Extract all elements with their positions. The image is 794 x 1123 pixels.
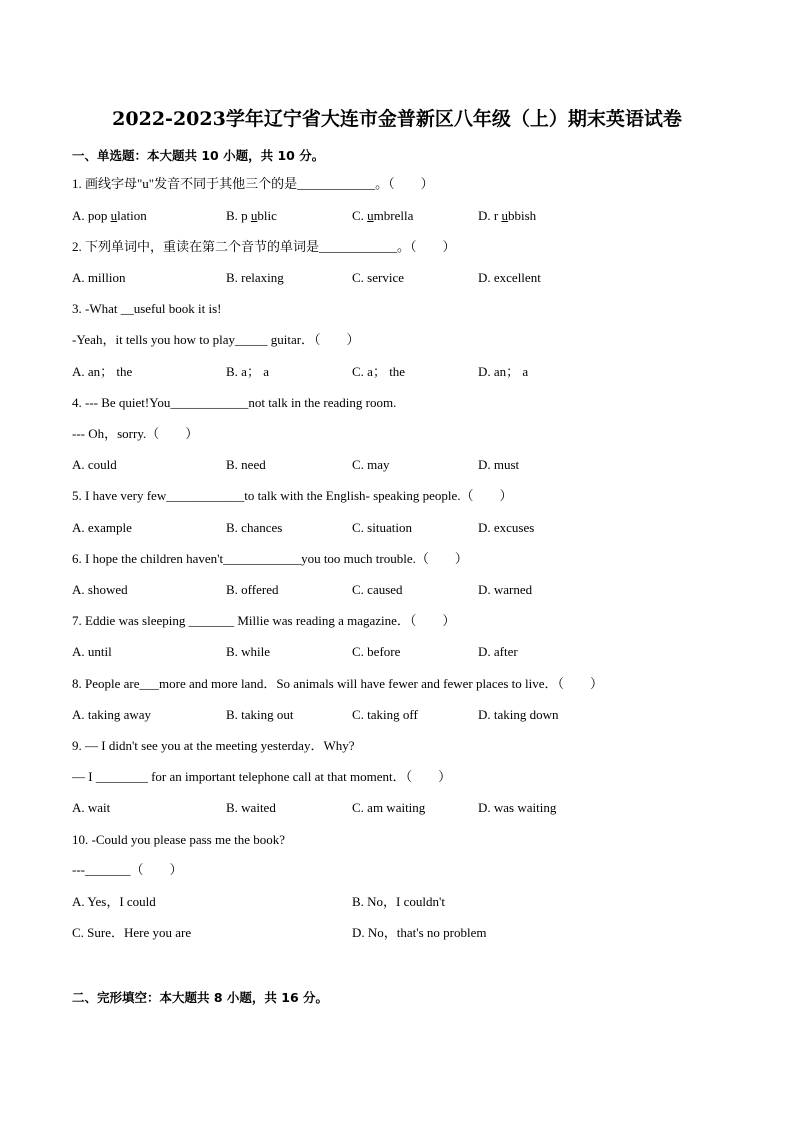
- q1-option-d[interactable]: D. r ubbish: [478, 208, 537, 223]
- q9-option-c[interactable]: C. am waiting: [352, 800, 426, 815]
- q2-option-b[interactable]: B. relaxing: [226, 270, 284, 285]
- question-7-options: [72, 644, 772, 660]
- q8-option-b[interactable]: B. taking out: [226, 707, 294, 722]
- q3-option-d[interactable]: D. an； a: [478, 364, 529, 379]
- q9-option-d[interactable]: D. was waiting: [478, 800, 557, 815]
- q1-option-b[interactable]: B. p ublic: [226, 208, 277, 223]
- q10-option-d[interactable]: D. No，that's no problem: [352, 925, 487, 940]
- question-10-options-row1: [72, 894, 772, 910]
- question-1-stem: 1. 画线字母"u"发音不同于其他三个的是____________。（ ）: [72, 176, 434, 191]
- q4-option-b[interactable]: B. need: [226, 457, 266, 472]
- q2-option-c[interactable]: C. service: [352, 270, 404, 285]
- q1-option-c[interactable]: C. umbrella: [352, 208, 414, 223]
- q7-option-b[interactable]: B. while: [226, 644, 271, 659]
- exam-title: 2022-2023学年辽宁省大连市金普新区八年级（上）期末英语试卷: [112, 108, 682, 130]
- q6-option-d[interactable]: D. warned: [478, 582, 533, 597]
- question-9-stem-reply: — I ________ for an important telephone call at that moment．（ ）: [72, 769, 452, 784]
- q6-option-a[interactable]: A. showed: [72, 582, 128, 597]
- q3-option-b[interactable]: B. a； a: [226, 364, 269, 379]
- q10-option-a[interactable]: A. Yes，I could: [72, 894, 156, 909]
- q5-option-d[interactable]: D. excuses: [478, 520, 535, 535]
- q4-option-a[interactable]: A. could: [72, 457, 117, 472]
- question-4-options: [72, 457, 772, 473]
- question-1-options: [72, 208, 772, 224]
- question-3-stem: 3. -What __useful book it is!: [72, 301, 222, 316]
- question-10-stem: 10. -Could you please pass me the book?: [72, 832, 286, 847]
- q5-option-c[interactable]: C. situation: [352, 520, 412, 535]
- question-6-stem: 6. I hope the children haven't____________you too much trouble.（ ）: [72, 551, 468, 566]
- q10-option-c[interactable]: C. Sure．Here you are: [72, 925, 192, 940]
- section-heading-cloze: 二、完形填空：本大题共 8 小题，共 16 分。: [72, 990, 329, 1005]
- question-9-options: [72, 800, 772, 816]
- q10-option-b[interactable]: B. No，I couldn't: [352, 894, 445, 909]
- q4-option-d[interactable]: D. must: [478, 457, 520, 472]
- question-8-options: [72, 707, 772, 723]
- q9-option-b[interactable]: B. waited: [226, 800, 276, 815]
- q9-option-a[interactable]: A. wait: [72, 800, 111, 815]
- question-10-options-row2: [72, 925, 772, 941]
- question-2-options: [72, 270, 772, 286]
- q3-option-c[interactable]: C. a； the: [352, 364, 406, 379]
- question-3-stem-reply: -Yeah，it tells you how to play_____ guitar．（ ）: [72, 332, 360, 347]
- q3-option-a[interactable]: A. an； the: [72, 364, 133, 379]
- q5-option-a[interactable]: A. example: [72, 520, 132, 535]
- q7-option-d[interactable]: D. after: [478, 644, 518, 659]
- question-3-options: [72, 364, 772, 380]
- question-5-options: [72, 520, 772, 536]
- question-5-stem: 5. I have very few____________to talk with the English- speaking people.（ ）: [72, 488, 513, 503]
- question-8-stem: 8. People are___more and more land．So animals will have fewer and fewer places to live．（ ）: [72, 676, 604, 691]
- question-4-stem-reply: --- Oh，sorry.（ ）: [72, 426, 199, 441]
- q2-option-a[interactable]: A. million: [72, 270, 126, 285]
- q7-option-c[interactable]: C. before: [352, 644, 401, 659]
- question-4-stem: 4. --- Be quiet!You____________not talk in the reading room.: [72, 395, 397, 410]
- q1-option-a[interactable]: A. pop ulation: [72, 208, 147, 223]
- q2-option-d[interactable]: D. excellent: [478, 270, 541, 285]
- section-heading-single-choice: 一、单选题：本大题共 10 小题，共 10 分。: [72, 148, 325, 163]
- question-6-options: [72, 582, 772, 598]
- q8-option-a[interactable]: A. taking away: [72, 707, 152, 722]
- q4-option-c[interactable]: C. may: [352, 457, 390, 472]
- q5-option-b[interactable]: B. chances: [226, 520, 283, 535]
- q8-option-c[interactable]: C. taking off: [352, 707, 418, 722]
- question-9-stem: 9. — I didn't see you at the meeting yesterday．Why?: [72, 738, 355, 753]
- q7-option-a[interactable]: A. until: [72, 644, 112, 659]
- q6-option-c[interactable]: C. caused: [352, 582, 403, 597]
- q8-option-d[interactable]: D. taking down: [478, 707, 559, 722]
- question-10-stem-reply: ---_______（ ）: [72, 862, 183, 877]
- q6-option-b[interactable]: B. offered: [226, 582, 279, 597]
- question-7-stem: 7. Eddie was sleeping _______ Millie was reading a magazine．（ ）: [72, 613, 456, 628]
- question-2-stem: 2. 下列单词中，重读在第二个音节的单词是____________。（ ）: [72, 239, 456, 254]
